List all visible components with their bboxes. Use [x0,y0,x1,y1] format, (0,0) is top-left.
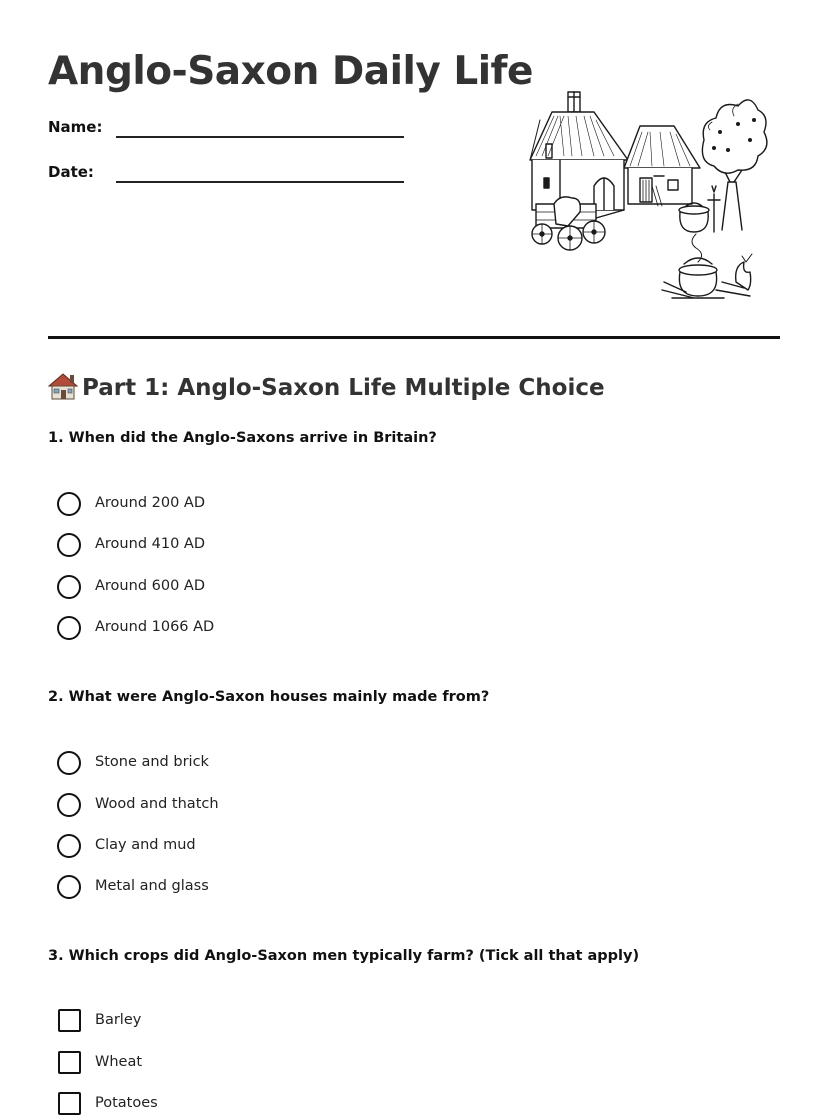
q3-option-1-label: Barley [95,1012,142,1028]
house-icon [48,372,78,400]
q1-option-4-radio[interactable] [57,616,81,640]
q1-option-2[interactable] [57,532,457,558]
q3-option-2-label: Wheat [95,1054,143,1070]
q1-option-1-radio[interactable] [57,492,81,516]
second-house-drawing [624,126,700,206]
section-1-heading-text: Part 1: Anglo-Saxon Life Multiple Choice [82,375,605,401]
date-label: Date: [48,163,94,181]
q2-option-2-radio[interactable] [57,793,81,817]
q2-option-3-label: Clay and mud [95,837,196,853]
q2-option-4-radio[interactable] [57,875,81,899]
header-divider [48,336,780,339]
q2-option-2-label: Wood and thatch [95,796,219,812]
name-field [48,116,408,140]
section-1-heading [48,370,605,406]
q3-option-2-checkbox[interactable] [58,1051,81,1074]
q2-option-1-radio[interactable] [57,751,81,775]
q2-option-4-label: Metal and glass [95,878,209,894]
q1-option-4-label: Around 1066 AD [95,619,215,635]
q2-option-3-radio[interactable] [57,834,81,858]
date-input-line[interactable] [116,181,404,183]
name-input-line[interactable] [116,136,404,138]
q3-option-1[interactable] [57,1008,457,1034]
worksheet-title: Anglo-Saxon Daily Life [48,49,533,94]
q2-option-1[interactable] [57,750,457,776]
anglo-saxon-village-illustration [524,86,768,302]
q1-option-3[interactable] [57,574,457,600]
q1-option-4[interactable] [57,615,457,641]
q2-option-2[interactable] [57,792,457,818]
q1-option-3-radio[interactable] [57,575,81,599]
main-house-drawing [530,92,628,210]
q1-option-2-label: Around 410 AD [95,536,205,552]
q3-option-3-checkbox[interactable] [58,1092,81,1115]
q2-option-4[interactable] [57,874,457,900]
q3-option-3[interactable] [57,1091,457,1117]
campfire-drawing [662,234,752,298]
question-3: 3. Which crops did Anglo-Saxon men typically farm? (Tick all that apply) [48,948,640,964]
name-label: Name: [48,118,103,136]
q1-option-3-label: Around 600 AD [95,578,205,594]
q3-option-2[interactable] [57,1050,457,1076]
q2-option-3[interactable] [57,833,457,859]
question-2: 2. What were Anglo-Saxon houses mainly made from? [48,689,490,705]
question-1: 1. When did the Anglo-Saxons arrive in Britain? [48,430,437,446]
q2-option-1-label: Stone and brick [95,754,209,770]
tree-drawing [702,100,767,230]
q3-option-1-checkbox[interactable] [58,1009,81,1032]
q3-option-3-label: Potatoes [95,1095,158,1111]
q1-option-1-label: Around 200 AD [95,495,205,511]
date-field [48,161,408,185]
q1-option-1[interactable] [57,491,457,517]
q1-option-2-radio[interactable] [57,533,81,557]
